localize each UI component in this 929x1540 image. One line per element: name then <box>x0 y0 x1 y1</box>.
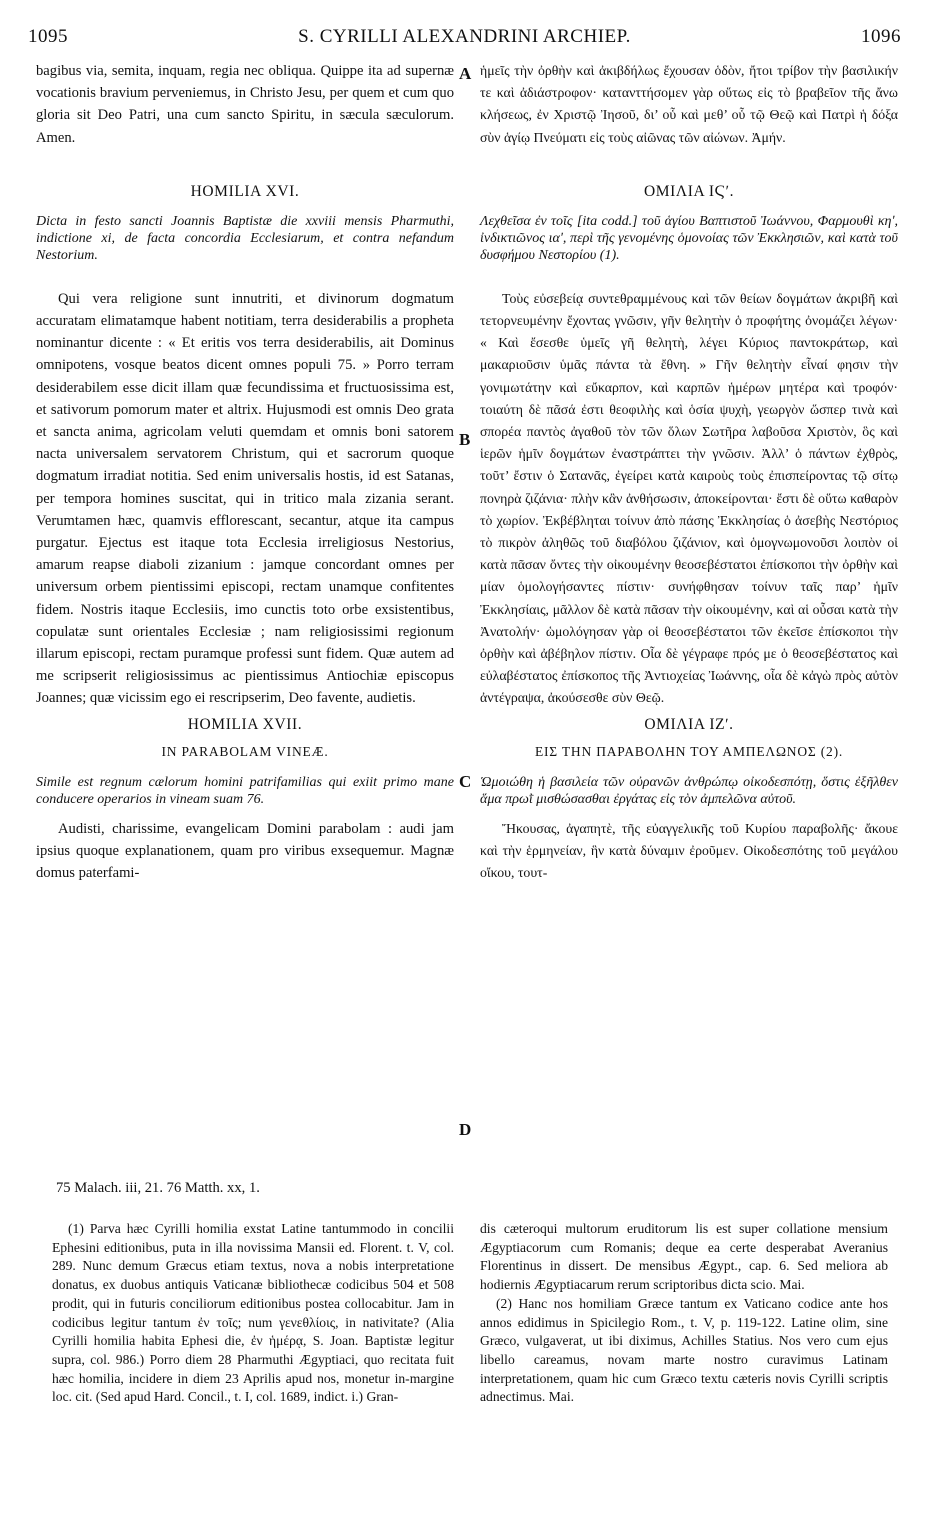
homily-17-text-latin: Audisti, charissime, evangelicam Domini parabolam : audi jam ipsius quoque explanationem, quam pro viribus exsequemur. Magnæ domus paterfami- <box>36 820 454 882</box>
homily-16-text-greek: Τοὺς εὐσεβείᾳ συντεθραμμένους καὶ τῶν θείων δογμάτων ἀκριβῆ καὶ τετορνευμένην ἔχοντας γνῶσιν, γῆν θελητὴν ὁ προφήτης ὀνομάζει λέγων· « Καὶ ἔσεσθε ὑμεῖς γῆ θελητὴ, λέγει Κύριος παντοκράτωρ, καὶ μακαριοῦσιν ὑμᾶς πάντα τὰ ἔθνη. » Γῆν θελητὴν εἶναί φησιν τὴν γονιμωτάτην καὶ εὔκαρπον, καὶ καρπῶν ἡμέρων μητέρα καὶ τροφόν· τοιαύτη δὲ πᾶσά ἐστι θεοφιλὴς καὶ ὁσία ψυχὴ, γεωργὸν ὥσπερ τινὰ καὶ σπορέα παντὸς ἀγαθοῦ τὸν τῶν ὅλων Σωτῆρα λαβοῦσα Χριστὸν, ὃς καὶ ἱερῶν ἡμῖν δογμάτων ἐναστράπτει τὴν γνῶσιν. Ἀλλ’ ὁ πάντων ἐχθρὸς, τοῦτ’ ἔστιν ὁ Σατανᾶς, ἐγείρει κατὰ καιροὺς τοὺς ἐπισπείροντας τῷ σίτῳ πονηρὰ ζιζάνια· πλὴν κἂν ἀνθήσωσιν, ἀποκείρονται· ἔστι δὲ οὕτω καθαρὸν τὸ χωρίον. Ἐκβέβληται τοίνυν ἀπὸ πάσης Ἐκκλησίας ὁ ἀσεβὴς Νεστόριος τὸ πικρὸν ἀληθῶς τοῦ διαβόλου ζιζάνιον, καὶ ὁμογνωμονοῦσι λοιπὸν οἱ κατὰ πᾶσαν ὄντες τὴν οἰκουμένην θεοσεβέστατοι ἐπίσκοποι τὴν ὀρθὴν καὶ μίαν ὁμολογήσαντες πίστιν· συνήφθησαν τοίνυν ταῖς παρ’ ἡμῖν Ἐκκλησίαις, μᾶλλον δὲ κατὰ πᾶσαν τὴν οἰκουμένην, καὶ αἱ οὖσαι κατὰ τὴν Ἀνατολήν· ὡμολόγησαν γὰρ οἱ θεοσεβέστατοι τῶν ἐκεῖσε ἐπίσκοποι τὴν ὀρθὴν καὶ ἀβέβηλον πίστιν. Οἷα δὲ γέγραφε πρός με ὁ θεοσεβέστατος καὶ εὐλαβέστατος ἐπίσκοπος τῆς Ἀντιοχείας Ἰωάννης, οἷα δὲ κἀγὼ πρὸς αὐτὸν ἀντέγραψα, ἀκούσεσθε σὺν Θεῷ. <box>480 290 898 706</box>
homily-17-title-latin: HOMILIA XVII. <box>187 715 303 733</box>
note-2: (2) Hanc nos homiliam Græce tantum ex Vaticano codice ante hos annos edidimus in Spicilegio Rom., t. V, p. 119-122. Latine olim, sine Græco, vulgaverat, ut ibi diximus, Achilles Statius. Nos vero cum ejus libello careamus, novam marte nostro curavimus Latinam interpretationem, quam hic cum Græco textu cæteris novis Cyrilli scriptis adnectimus. Mai. <box>480 1295 888 1405</box>
latin-column <box>36 60 454 884</box>
page-number-left: 1095 <box>28 26 68 47</box>
running-header <box>28 26 901 54</box>
margin-letter-c: C <box>459 772 472 791</box>
editor-notes-left <box>52 1220 454 1407</box>
margin-letter-b: B <box>459 430 471 449</box>
homily-17-rubric-greek: Ὡμοιώθη ἡ βασιλεία τῶν οὐρανῶν ἀνθρώπῳ οἰκοδεσπότῃ, ὅστις ἐξῆλθεν ἅμα πρωῒ μισθώσασθαι ἐργάτας εἰς τὸν ἀμπελῶνα αὐτοῦ. <box>480 774 898 807</box>
homily-16-title-latin: HOMILIA XVI. <box>190 182 300 200</box>
homily-17-subtitle-latin: IN PARABOLAM VINEÆ. <box>161 743 329 759</box>
note-1: (1) Parva hæc Cyrilli homilia exstat Latine tantummodo in concilii Ephesini editionibus, puta in illa novissima Mansii ed. Florent. t. V, col. 289. Nunc demum Græcus etiam textus, nova a nobis interpretatione donatus, ex duobus antiquis Vaticanæ bibliothecæ codicibus 504 et 508 prodit, qui in futuris conciliorum editionibus postea collocabitur. Jam in codicibus legitur tantum ἐν τοῖς; num γενεθλίοις, in nativitate? (Alia Cyrilli homilia habita Ephesi die, ἐν ἡμέρᾳ, S. Joan. Baptistæ legitur supra, col. 986.) Porro diem 28 Pharmuthi Ægyptiaci, quo recitata fuit hæc homilia, incidere in diem 23 Aprilis apud nos, monetur in-margine loc. cit. (Sed apud Hard. Concil., t. I, col. 1689, indict. i.) Gran- <box>52 1221 454 1405</box>
homily-17-text-greek: Ἤκουσας, ἀγαπητὲ, τῆς εὐαγγελικῆς τοῦ Κυρίου παραβολῆς· ἄκουε καὶ τὴν ἑρμηνείαν, ἣν κατὰ δύναμιν ἐροῦμεν. Οἰκοδεσπότης τοῦ μεγάλου οἴκου, τουτ- <box>480 820 898 881</box>
homily-16-rubric-latin: Dicta in festo sancti Joannis Baptistæ die xxviii mensis Pharmuthi, indictione xi, de facta concordia Ecclesiarum, et contra nefandum Nestorium. <box>36 213 454 263</box>
running-title: S. CYRILLI ALEXANDRINI ARCHIEP. <box>298 26 631 47</box>
editor-notes-right <box>480 1220 888 1407</box>
margin-letter-d: D <box>459 1120 472 1139</box>
greek-intro: ἡμεῖς τὴν ὀρθὴν καὶ ἀκιβδήλως ἔχουσαν ὁδὸν, ἤτοι τρίβον τὴν βασιλικήν τε καὶ ἀδιάστροφον· κατανττήσομεν γὰρ οὕτως εἰς τὸ βραβεῖον τῆς ἄνω κλήσεως, ἐν Χριστῷ Ἰησοῦ, δι’ οὗ καὶ μεθ’ οὗ τῷ Θεῷ καὶ Πατρὶ ἡ δόξα σὺν ἁγίῳ Πνεύματι εἰς τοὺς αἰῶνας τῶν αἰώνων. Ἀμήν. <box>480 63 898 145</box>
homily-17-subtitle-greek: ΕΙΣ ΤΗΝ ΠΑΡΑΒΟΛΗΝ ΤΟΥ ΑΜΠΕΛΩΝΟΣ (2). <box>534 743 844 759</box>
homily-16-text-latin: Qui vera religione sunt innutriti, et divinorum dogmatum accuratam elimatamque habent notitiam, terra desiderabilis a propheta nominantur dicente : « Et eritis vos terra desiderabilis, ait Dominus omnipotens, vosque beatos dicent omnes populi 75. » Porro terram desiderabilem esse dicit illam quæ fecundissima et fructuosissima est, et sativorum pomorum mater et altrix. Hujusmodi est omnis Deo grata et sancta anima, agricolam veluti quemdam et omnis boni satorem nacta universalem servatorem Christum, qui et sacrorum quoque dogmatum irradiat notitia. Sed enim universalis hostis, id est Satanas, per tempora homines suscitat, qui in tritico mala zizania serant. Verumtamen hæc, quamvis efflorescant, secantur, atque ita campus purgatur. Ejectus est itaque tota Ecclesia irreligiosus Nestorius, amarum reapse diaboli zizanium : jamque concordant omnes per universum orbem pientissimi episcopi, rectam unamque confitentes fidem. Nostris itaque Ecclesiis, imo cunctis toto orbe exsistentibus, copulatæ sunt orientales Ecclesiæ ; nam religiosissimi regionum illarum episcopi, rectam puramque professi sunt fidem. Quæ autem ad me scripserit religiosissimus ac pientissimus Antiochiæ episcopus Joannes; quæ vicissim ego ei rescripserim, Deo favente, audietis. <box>36 290 454 707</box>
note-1-continued: dis cæteroqui multorum eruditorum lis est super collatione mensium Ægyptiacorum cum Romanis; deque ea certe desperabat Averanius Florentinus in dissert. De mensibus Ægypt., cap. 6. Sed meliora ab hodiernis Ægyptiacarum rerum scriptoribus dicta scio. Mai. <box>480 1221 888 1293</box>
homily-16-title-greek: ΟΜΙΛΙΑ ΙϚʹ. <box>643 182 735 200</box>
scripture-footnotes: 75 Malach. iii, 21. 76 Matth. xx, 1. <box>56 1180 260 1196</box>
homily-16-rubric-greek: Λεχθεῖσα ἐν τοῖς [ita codd.] τοῦ ἁγίου Βαπτιστοῦ Ἰωάννου, Φαρμουθὶ κηʹ, ἰνδικτιῶνος ιαʹ, περὶ τῆς γενομένης ὁμονοίας τῶν Ἐκκλησιῶν, καὶ κατὰ τοῦ δυσφήμου Νεστορίου (1). <box>480 213 898 263</box>
homily-17-rubric-latin: Simile est regnum cælorum homini patrifamilias qui exiit primo mane conducere operarios in vineam suam 76. <box>36 774 454 807</box>
latin-intro: bagibus via, semita, inquam, regia nec obliqua. Quippe ita ad supernæ vocationis bravium perveniemus, in Christo Jesu, per quem et cum quo gloria sit Deo Patri, una cum sancto Spiritu, in sæcula sæculorum. Amen. <box>36 63 454 146</box>
homily-17-title-greek: ΟΜΙΛΙΑ ΙΖʹ. <box>644 715 734 733</box>
margin-letter-a: A <box>459 64 472 83</box>
greek-column <box>480 60 898 884</box>
page-number-right: 1096 <box>861 26 901 47</box>
